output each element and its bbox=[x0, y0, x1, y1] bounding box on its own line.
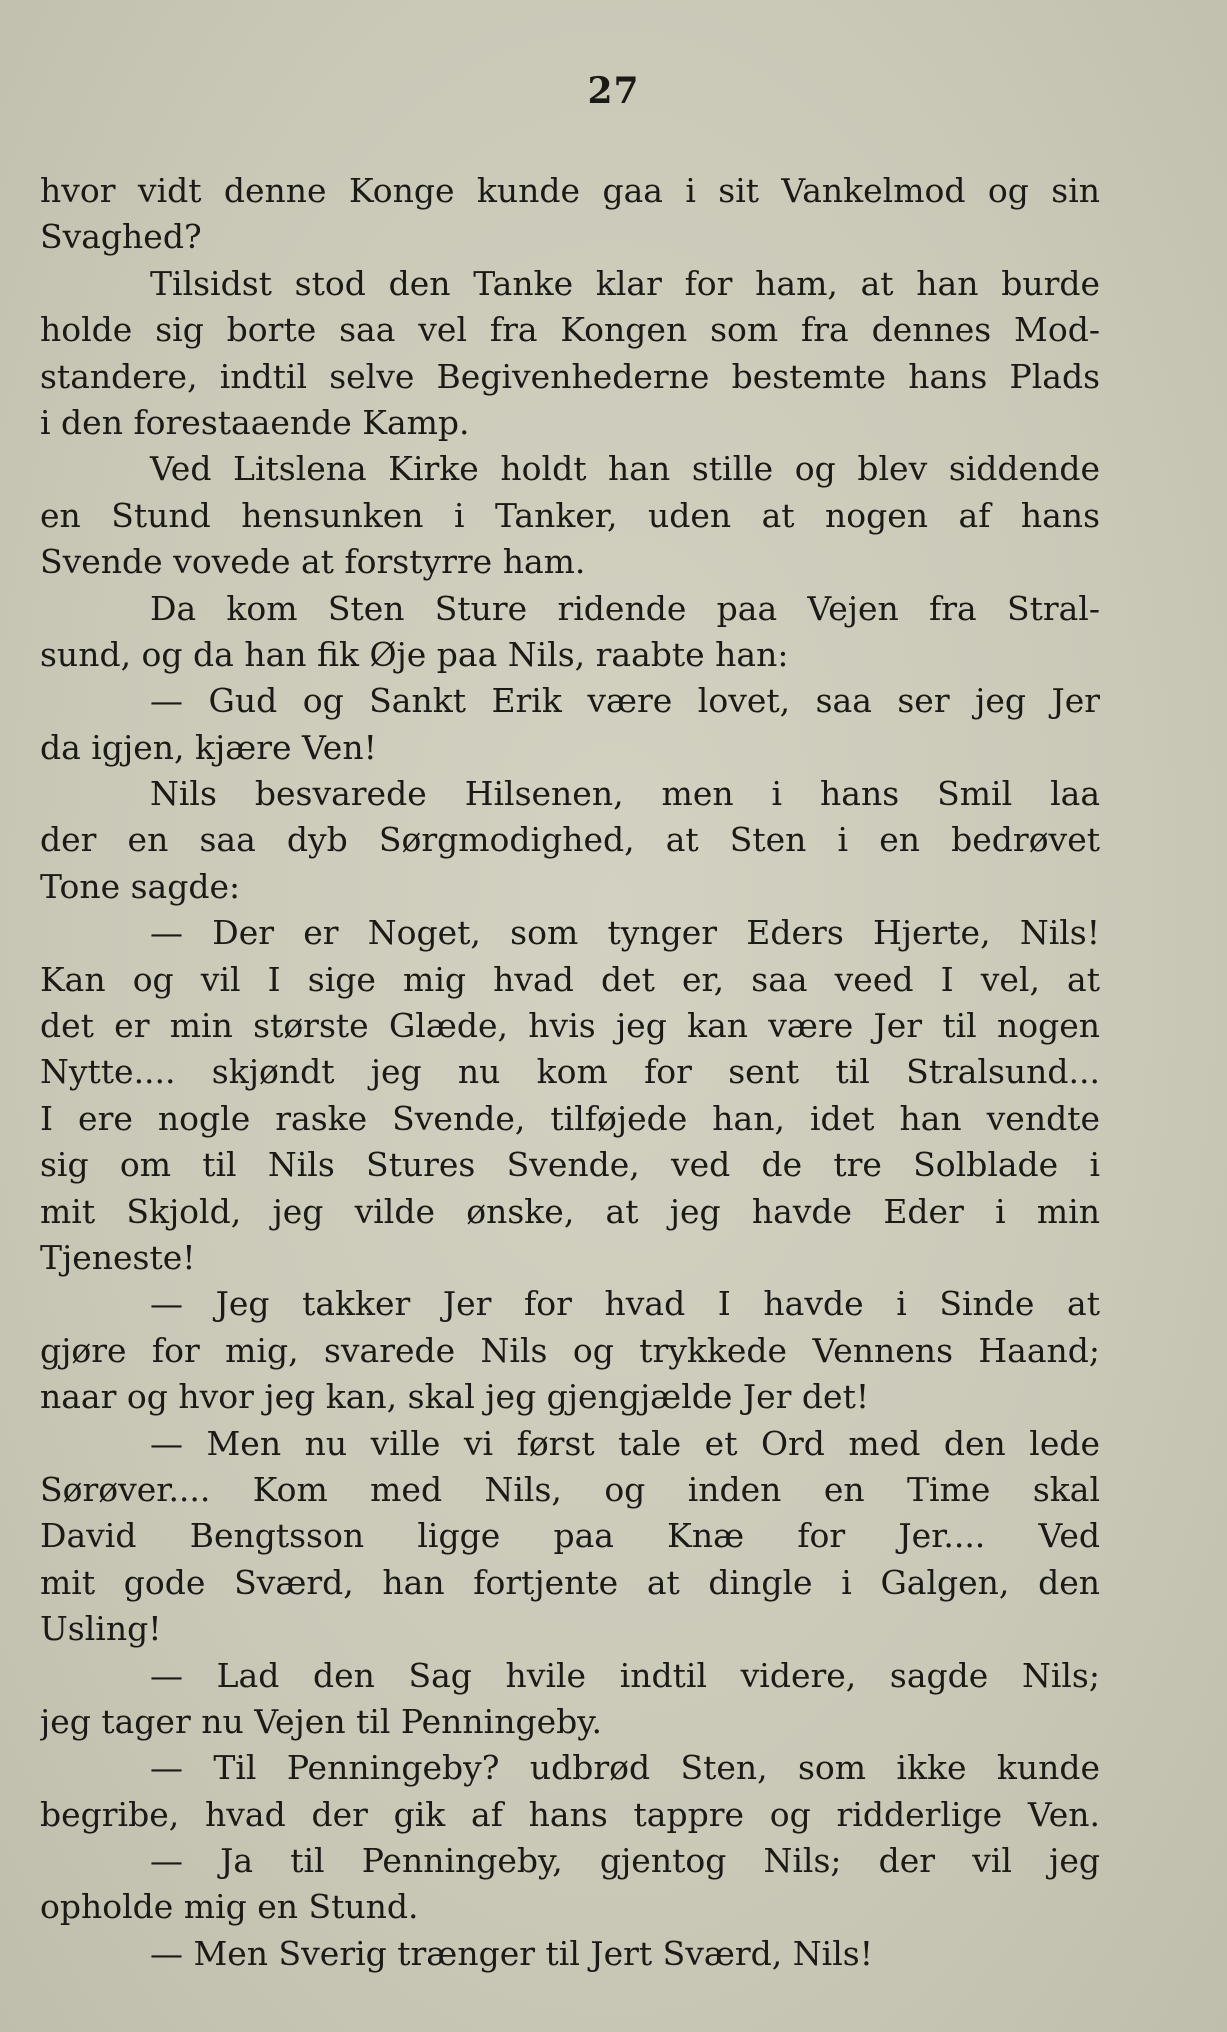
text-line: — Jeg takker Jer for hvad I havde i Sinde at bbox=[150, 1284, 1100, 1324]
text-line: mit Skjold, jeg vilde ønske, at jeg havde Eder i min bbox=[40, 1191, 1100, 1231]
text-line: der en saa dyb Sørgmodighed, at Sten i en bedrøvet bbox=[40, 820, 1100, 860]
text-line: i den forestaaende Kamp. bbox=[40, 402, 470, 442]
text-line: holde sig borte saa vel fra Kongen som fra dennes Mod- bbox=[40, 310, 1100, 350]
text-line: standere, indtil selve Begivenhederne bestemte hans Plads bbox=[40, 356, 1100, 396]
text-line: — Der er Noget, som tynger Eders Hjerte, Nils! bbox=[150, 913, 1100, 953]
text-line: Tone sagde: bbox=[40, 866, 241, 906]
page-number: 27 bbox=[587, 70, 640, 112]
text-line: I ere nogle raske Svende, tilføjede han, idet han vendte bbox=[40, 1098, 1100, 1138]
text-line: Nytte.... skjøndt jeg nu kom for sent til Stralsund... bbox=[40, 1052, 1100, 1092]
text-line: — Gud og Sankt Erik være lovet, saa ser jeg Jer bbox=[150, 681, 1100, 721]
text-line: — Ja til Penningeby, gjentog Nils; der vil jeg bbox=[150, 1841, 1100, 1881]
text-line: opholde mig en Stund. bbox=[40, 1887, 419, 1927]
text-line: mit gode Sværd, han fortjente at dingle i Galgen, den bbox=[40, 1562, 1100, 1602]
text-line: Tjeneste! bbox=[40, 1237, 196, 1277]
text-line: Svaghed? bbox=[40, 217, 202, 257]
text-line: Nils besvarede Hilsenen, men i hans Smil laa bbox=[150, 774, 1100, 814]
text-line: jeg tager nu Vejen til Penningeby. bbox=[40, 1701, 603, 1741]
text-line: sig om til Nils Stures Svende, ved de tre Solblade i bbox=[40, 1145, 1100, 1185]
text-line: — Lad den Sag hvile indtil videre, sagde Nils; bbox=[150, 1655, 1100, 1695]
text-line: da igjen, kjære Ven! bbox=[40, 727, 377, 767]
text-line: Kan og vil I sige mig hvad det er, saa veed I vel, at bbox=[40, 959, 1100, 999]
text-line: Da kom Sten Sture ridende paa Vejen fra Stral- bbox=[150, 588, 1100, 628]
text-line: sund, og da han fik Øje paa Nils, raabte han: bbox=[40, 634, 789, 674]
text-line: en Stund hensunken i Tanker, uden at nogen af hans bbox=[40, 495, 1100, 535]
text-line: — Til Penningeby? udbrød Sten, som ikke kunde bbox=[150, 1748, 1100, 1788]
text-line: Usling! bbox=[40, 1609, 162, 1649]
text-line: Svende vovede at forstyrre ham. bbox=[40, 542, 586, 582]
text-line: David Bengtsson ligge paa Knæ for Jer.... Ved bbox=[40, 1516, 1100, 1556]
body-text bbox=[40, 168, 1100, 1977]
text-line: naar og hvor jeg kan, skal jeg gjengjælde Jer det! bbox=[40, 1377, 870, 1417]
text-line: begribe, hvad der gik af hans tappre og ridderlige Ven. bbox=[40, 1794, 1100, 1834]
text-line: det er min største Glæde, hvis jeg kan være Jer til nogen bbox=[40, 1006, 1100, 1046]
text-line: Tilsidst stod den Tanke klar for ham, at han burde bbox=[150, 263, 1100, 303]
text-line: — Men nu ville vi først tale et Ord med den lede bbox=[150, 1423, 1100, 1463]
text-line: — Men Sverig trænger til Jert Sværd, Nils! bbox=[150, 1933, 873, 1973]
text-line: Ved Litslena Kirke holdt han stille og blev siddende bbox=[150, 449, 1100, 489]
text-line: Sørøver.... Kom med Nils, og inden en Time skal bbox=[40, 1469, 1100, 1509]
text-line: gjøre for mig, svarede Nils og trykkede Vennens Haand; bbox=[40, 1330, 1100, 1370]
text-line: hvor vidt denne Konge kunde gaa i sit Vankelmod og sin bbox=[40, 171, 1100, 210]
